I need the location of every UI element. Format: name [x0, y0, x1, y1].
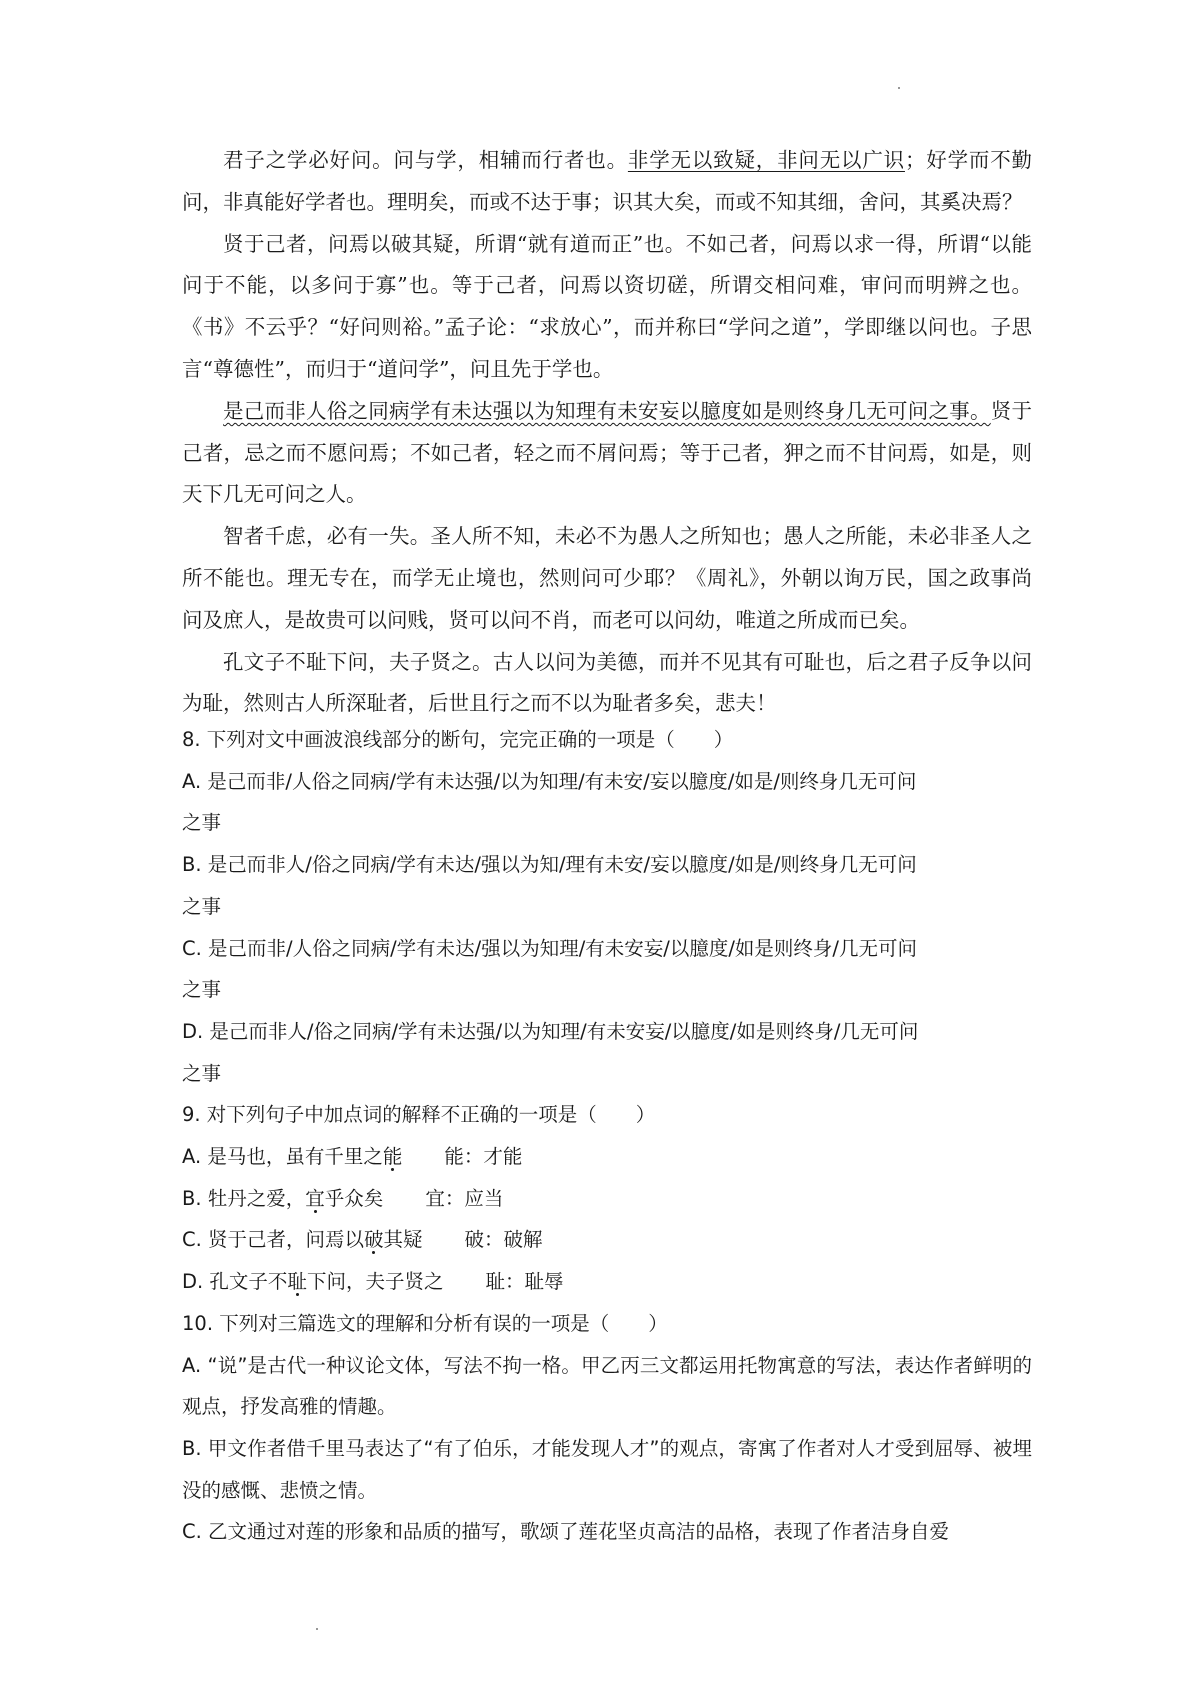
underlined-sentence: 非学无以致疑，非问无以广识: [627, 148, 905, 172]
option-gloss: 耻：耻辱: [485, 1270, 564, 1294]
passage-paragraph-1: [182, 140, 1032, 224]
question-8-option-b-cont: 之事: [182, 894, 222, 918]
option-text: 乎众矣: [324, 1186, 384, 1210]
passage-paragraph-3: [182, 391, 1032, 516]
classical-passage: [182, 140, 1032, 725]
option-text: C. 贤于己者，问焉以: [182, 1228, 365, 1252]
scan-speck: [316, 1628, 318, 1630]
question-8-option-a-cont: 之事: [182, 811, 222, 835]
option-text: B. 牡丹之爱，: [182, 1186, 306, 1210]
question-8-stem: 8. 下列对文中画波浪线部分的断句，完完正确的一项是（ ）: [182, 728, 734, 751]
option-text: 其疑: [383, 1228, 423, 1252]
question-9-stem: 9. 对下列句子中加点词的解释不正确的一项是（ ）: [182, 1103, 656, 1127]
question-10-option-c: C. 乙文通过对莲的形象和品质的描写，歌颂了莲花坚贞高洁的品格，表现了作者洁身自爱: [182, 1520, 950, 1544]
passage-paragraph-4: 智者千虑，必有一失。圣人所不知，未必不为愚人之所知也；愚人之所能，未必非圣人之所不能也。理无专在，而学无止境也，然则问可少耶？《周礼》，外朝以询万民，国之政事尚问及庶人，是故贵可以问贱，贤可以问不肖，而老可以问幼，唯道之所成而已矣。: [182, 524, 1032, 632]
questions-section: [182, 719, 1032, 1553]
wavy-underlined-sentence: 是己而非人俗之同病学有未达强以为知理有未安妄以臆度如是则终身几无可问之事。: [223, 398, 991, 423]
dotted-word: 宜: [305, 1186, 325, 1210]
question-9-option-a: [182, 1136, 1032, 1178]
passage-paragraph-5: 孔文子不耻下问，夫子贤之。古人以问为美德，而并不见其有可耻也，后之君子反争以问为耻，然则古人所深耻者，后世且行之而不以为耻者多矣，悲夫！: [182, 649, 1032, 716]
p1-text-end: ；好学而不勤问，非真能好学者也。理明矣，而或不达于事；识其大矣，而或不知其细，舍问，其奚决焉？: [182, 148, 1033, 214]
question-10-stem: 10. 下列对三篇选文的理解和分析有误的一项是（ ）: [182, 1311, 668, 1335]
question-9-option-d: [182, 1261, 1032, 1303]
question-8-option-c: C. 是己而非/人俗之同病/学有未达/强以为知理/有未安妄/以臆度/如是则终身/几无可问: [182, 936, 918, 960]
question-8-option-a: A. 是己而非/人俗之同病/学有未达强/以为知理/有未安/妄以臆度/如是/则终身几无可问: [182, 769, 917, 793]
dotted-word: 能: [382, 1145, 403, 1169]
question-9-option-b: [182, 1178, 1032, 1220]
question-8-option-b: B. 是己而非人/俗之同病/学有未达/强以为知/理有未安/妄以臆度/如是/则终身几无可问: [182, 853, 917, 877]
dotted-word: 破: [364, 1228, 384, 1252]
scan-speck: [898, 87, 900, 89]
p1-text-start: 君子之学必好问。问与学，相辅而行者也。: [223, 148, 628, 172]
passage-paragraph-2: 贤于己者，问焉以破其疑，所谓“就有道而正”也。不如己者，问焉以求一得，所谓“以能问于不能，以多问于寡”也。等于己者，问焉以资切磋，所谓交相问难，审问而明辨之也。《书》不云乎？“好问则裕。”孟子论：“求放心”，而并称曰“学问之道”，学即继以问也。子思言“尊德性”，而归于“道问学”，问且先于学也。: [182, 231, 1032, 381]
dotted-word: 耻: [287, 1270, 307, 1294]
option-gloss: 宜：应当: [425, 1186, 504, 1210]
question-8-option-d-cont: 之事: [182, 1061, 222, 1085]
question-10-option-a: A. “说”是古代一种议论文体，写法不拘一格。甲乙丙三文都运用托物寓意的写法，表达作者鲜明的观点，抒发高雅的情趣。: [182, 1353, 1032, 1419]
option-gloss: 能：才能: [444, 1145, 523, 1169]
option-text: 下问，夫子贤之: [306, 1270, 444, 1294]
option-text: D. 孔文子不: [182, 1270, 288, 1294]
option-gloss: 破：破解: [464, 1228, 543, 1252]
p3-text-end: 贤于己者，忌之而不愿问焉；不如己者，轻之而不屑问焉；等于己者，狎之而不甘问焉，如是，则天下几无可问之人。: [182, 398, 1032, 507]
question-9-option-c: [182, 1219, 1032, 1261]
option-text: A. 是马也，虽有千里之: [182, 1145, 383, 1169]
question-10-option-b: B. 甲文作者借千里马表达了“有了伯乐，才能发现人才”的观点，寄寓了作者对人才受到屈辱、被埋没的感慨、悲愤之情。: [182, 1436, 1032, 1502]
question-8-option-d: D. 是己而非人/俗之同病/学有未达强/以为知理/有未安妄/以臆度/如是则终身/几无可问: [182, 1019, 919, 1043]
question-8-option-c-cont: 之事: [182, 978, 222, 1002]
